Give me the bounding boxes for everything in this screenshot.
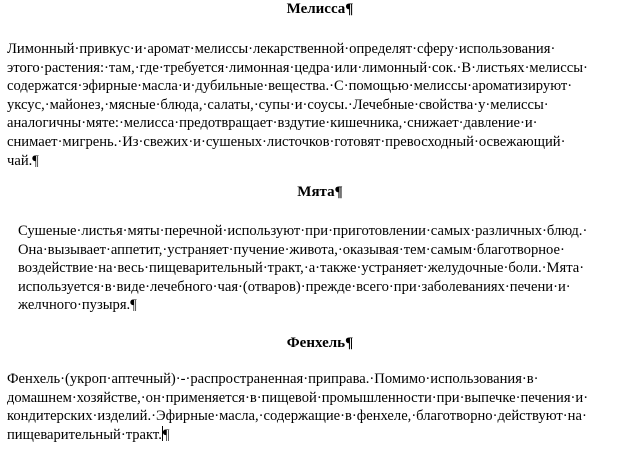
text-line: используется·в·виде·лечебного·чая·(отваров)·прежде·всего·при·заболеваниях·печени·и·	[18, 278, 571, 295]
paragraph-melissa	[7, 40, 588, 170]
text-line: уксус,·майонез,·мясные·блюда,·салаты,·супы·и·соусы.·Лечебные·свойства·у·мелиссы·	[7, 96, 549, 113]
paragraph-mark: ¶	[162, 426, 170, 443]
text-line: аналогичны·мяте:·мелисса·предотвращает·вздутие·кишечника,·снижает·давление·и·	[7, 115, 538, 132]
text-line: желчного·пузыря.¶	[18, 297, 137, 314]
text-line: кондитерских·изделий.·Эфирные·масла,·содержащие·в·фенхеле,·благотворно·действуют·на·	[7, 408, 587, 425]
text-line: Лимонный·привкус·и·аромат·мелиссы·лекарственной·определят·сферу·использования·	[7, 41, 556, 57]
text-line: Фенхель·(укроп·аптечный)·-·распространенная·приправа.·Помимо·использования·в·	[7, 371, 539, 387]
heading-fenhel: Фенхель¶	[286, 335, 354, 351]
text-line: этого·растения:·там,·где·требуется·лимонная·цедра·или·лимонный·сок.·В·листьях·мелиссы·	[7, 59, 588, 76]
text-line: воздействие·на·весь·пищеварительный·тракт,·а·также·устраняет·желудочные·боли.·Мята·	[18, 260, 585, 277]
paragraph-myata	[18, 222, 587, 315]
text-line: снимает·мигрень.·Из·свежих·и·сушеных·листочков·готовят·превосходный·освежающий·	[7, 133, 566, 150]
last-text-line	[7, 426, 588, 445]
text-line: чай.¶	[7, 152, 39, 169]
text-line: пищеварительный·тракт.	[7, 426, 162, 443]
text-line: Она·вызывает·аппетит,·устраняет·пучение·живота,·оказывая·тем·самым·благотворное·	[18, 241, 565, 258]
text-line: Сушеные·листья·мяты·перечной·используют·при·приготовлении·самых·различных·блюд.·	[18, 223, 588, 239]
paragraph-fenhel	[7, 370, 588, 444]
heading-myata: Мята¶	[297, 184, 343, 200]
text-line: содержатся·эфирные·масла·и·дубильные·вещества.·С·помощью·мелиссы·ароматизируют·	[7, 78, 573, 95]
text-line: домашнем·хозяйстве,·он·применяется·в·пищевой·промышленности·при·выпечке·печения·и·	[7, 389, 589, 406]
heading-melissa: Мелисса¶	[286, 1, 354, 17]
